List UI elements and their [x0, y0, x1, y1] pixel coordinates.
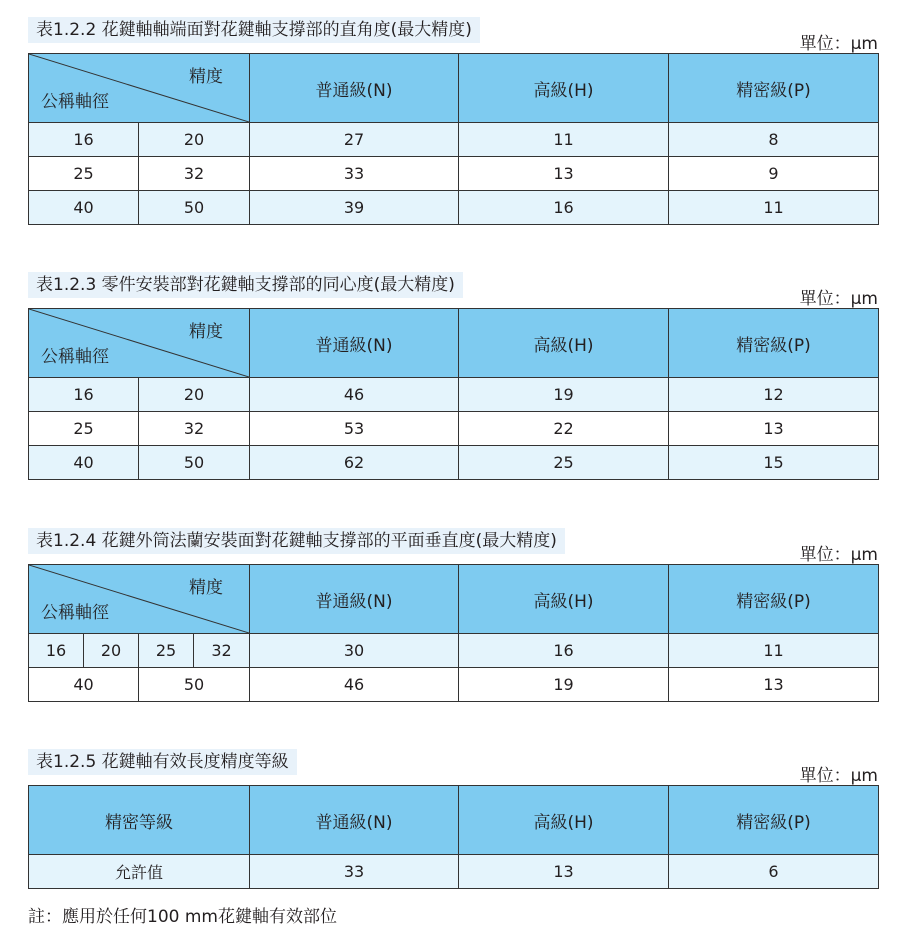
- table-1-2-3: [28, 308, 879, 480]
- table-1-2-4: [28, 564, 879, 702]
- table-row: [29, 634, 879, 668]
- table-row: [29, 446, 879, 480]
- cell: 15: [669, 446, 879, 480]
- header-precision: 精度: [189, 67, 223, 87]
- table-row: [29, 378, 879, 412]
- cell: 53: [250, 412, 459, 446]
- cell: 46: [250, 378, 459, 412]
- cell: 25: [29, 157, 139, 191]
- cell: 16: [29, 378, 139, 412]
- cell: 16: [29, 634, 84, 668]
- cell: 16: [29, 123, 139, 157]
- cell: 25: [29, 412, 139, 446]
- cell: 22: [459, 412, 669, 446]
- header-precision-grade: 精密級(P): [669, 786, 879, 855]
- cell: 32: [139, 157, 250, 191]
- header-nominal-diameter: 公稱軸徑: [41, 92, 109, 112]
- cell: 20: [139, 123, 250, 157]
- cell: 46: [250, 668, 459, 702]
- cell: 19: [459, 668, 669, 702]
- table-title: 表1.2.3 零件安裝部對花鍵軸支撐部的同心度(最大精度): [28, 272, 463, 298]
- cell: 50: [139, 191, 250, 225]
- cell: 13: [669, 668, 879, 702]
- cell: 8: [669, 123, 879, 157]
- cell: 12: [669, 378, 879, 412]
- header-normal-grade: 普通級(N): [250, 565, 459, 634]
- cell: 6: [669, 855, 879, 889]
- cell: 9: [669, 157, 879, 191]
- cell: 39: [250, 191, 459, 225]
- table-1-2-2: [28, 53, 879, 225]
- header-high-grade: 高級(H): [459, 786, 669, 855]
- table-header-row: [29, 309, 879, 378]
- cell: 62: [250, 446, 459, 480]
- cell: 19: [459, 378, 669, 412]
- cell: 30: [250, 634, 459, 668]
- diagonal-header-cell: [29, 309, 250, 378]
- cell: 11: [459, 123, 669, 157]
- header-normal-grade: 普通級(N): [250, 309, 459, 378]
- footnote: 註：應用於任何100 mm花鍵軸有效部位: [28, 907, 337, 927]
- cell: 25: [459, 446, 669, 480]
- header-high-grade: 高級(H): [459, 565, 669, 634]
- cell: 40: [29, 668, 139, 702]
- table-row: [29, 123, 879, 157]
- table-title: 表1.2.2 花鍵軸軸端面對花鍵軸支撐部的直角度(最大精度): [28, 17, 480, 43]
- header-nominal-diameter: 公稱軸徑: [41, 603, 109, 623]
- unit-label: 單位：μm: [799, 289, 878, 309]
- cell: 32: [194, 634, 250, 668]
- table-row: [29, 668, 879, 702]
- unit-label: 單位：μm: [799, 34, 878, 54]
- cell: 13: [669, 412, 879, 446]
- row-label-allowable: 允許值: [29, 855, 250, 889]
- unit-label: 單位：μm: [799, 545, 878, 565]
- header-precision-class: 精密等級: [29, 786, 250, 855]
- header-nominal-diameter: 公稱軸徑: [41, 347, 109, 367]
- table-row: [29, 157, 879, 191]
- header-high-grade: 高級(H): [459, 309, 669, 378]
- cell: 13: [459, 855, 669, 889]
- cell: 16: [459, 634, 669, 668]
- cell: 11: [669, 191, 879, 225]
- unit-label: 單位：μm: [799, 766, 878, 786]
- header-precision-grade: 精密級(P): [669, 309, 879, 378]
- header-precision-grade: 精密級(P): [669, 565, 879, 634]
- cell: 20: [84, 634, 139, 668]
- cell: 32: [139, 412, 250, 446]
- cell: 13: [459, 157, 669, 191]
- header-high-grade: 高級(H): [459, 54, 669, 123]
- cell: 20: [139, 378, 250, 412]
- header-precision-grade: 精密級(P): [669, 54, 879, 123]
- table-header-row: [29, 786, 879, 855]
- table-title: 表1.2.4 花鍵外筒法蘭安裝面對花鍵軸支撐部的平面垂直度(最大精度): [28, 528, 565, 554]
- cell: 25: [139, 634, 194, 668]
- cell: 33: [250, 157, 459, 191]
- table-row: [29, 855, 879, 889]
- cell: 50: [139, 668, 250, 702]
- header-precision: 精度: [189, 578, 223, 598]
- table-title: 表1.2.5 花鍵軸有效長度精度等級: [28, 749, 297, 775]
- table-header-row: [29, 565, 879, 634]
- table-1-2-5: [28, 785, 879, 889]
- cell: 33: [250, 855, 459, 889]
- table-header-row: [29, 54, 879, 123]
- diagonal-header-cell: [29, 565, 250, 634]
- cell: 40: [29, 191, 139, 225]
- cell: 50: [139, 446, 250, 480]
- cell: 16: [459, 191, 669, 225]
- cell: 27: [250, 123, 459, 157]
- header-normal-grade: 普通級(N): [250, 54, 459, 123]
- header-precision: 精度: [189, 322, 223, 342]
- diagonal-header-cell: [29, 54, 250, 123]
- cell: 11: [669, 634, 879, 668]
- table-row: [29, 191, 879, 225]
- table-row: [29, 412, 879, 446]
- header-normal-grade: 普通級(N): [250, 786, 459, 855]
- cell: 40: [29, 446, 139, 480]
